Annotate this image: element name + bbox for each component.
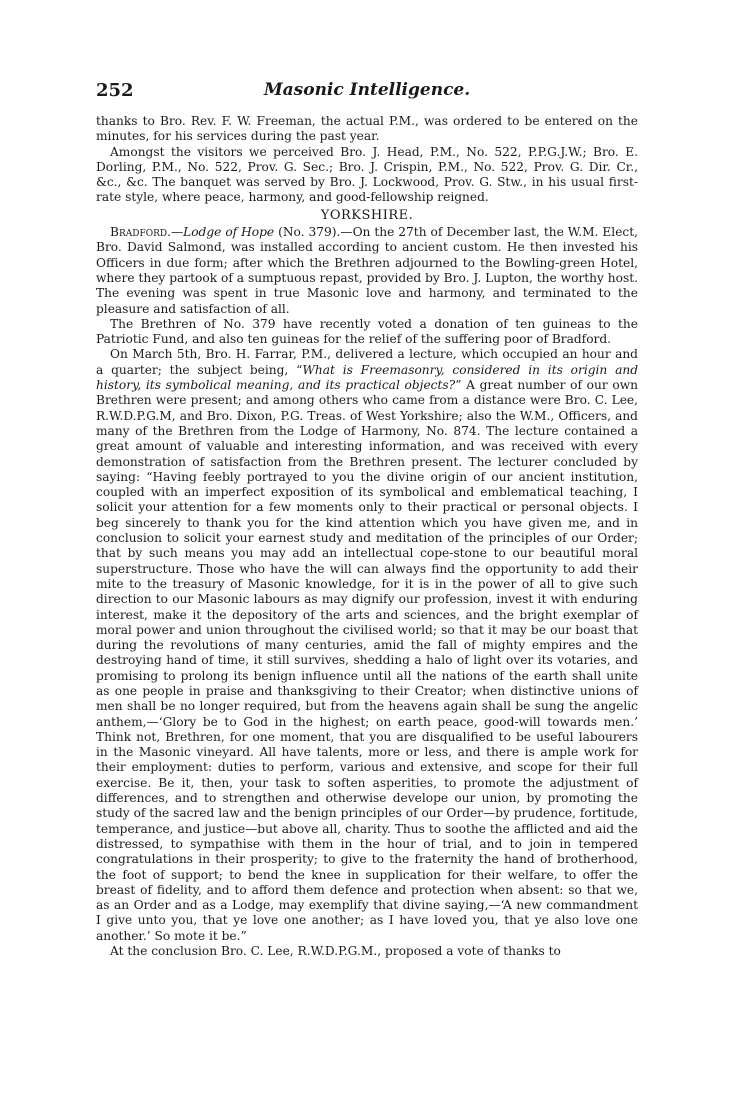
page-number: 252 — [96, 80, 134, 101]
place-name: Bradford. — [110, 225, 171, 240]
paragraph-thanks: thanks to Bro. Rev. F. W. Freeman, the actual P.M., was ordered to be entered on the minutes, for his services during the past year. — [96, 114, 638, 144]
section-heading: YORKSHIRE. — [320, 207, 414, 223]
lecture-subject: What is Freemasonry, considered in its origin and history, its symbolical meaning, and its practical objects? — [96, 362, 639, 393]
body-text — [96, 114, 638, 959]
bradford-text: (No. 379).—On the 27th of December last, the W.M. Elect, Bro. David Salmond, was installed according to ancient custom. He then invested his Officers in due form; after which the Brethren adjourned to the Bowling-green Hotel, where they partook of a sumptuous repast, provided by Bro. J. Lupton, the worthy host. The evening was spent in true Masonic love and harmony, and terminated to the pleasure and satisfaction of all. — [96, 225, 638, 316]
paragraph-visitors: Amongst the visitors we perceived Bro. J. Head, P.M., No. 522, P.P.G.J.W.; Bro. E. Dorling, P.M., No. 522, Prov. G. Sec.; Bro. J. Crispin, P.M., No. 522, Prov. G. Dir. Cr., &c., &c. The banquet was served by Bro. J. Lockwood, Prov. G. Stw., in his usual first-rate style, where peace, harmony, and good-fellowship reigned. — [96, 144, 638, 205]
page-header — [96, 80, 638, 114]
paragraph-bradford — [96, 225, 638, 317]
lecture-text: ” A great number of our own Brethren were present; and among others who came from a distance were Bro. C. Lee, R.W.D.P.G.M, and Bro. Dixon, P.G. Treas. of West Yorkshire; also the W.M., Officers, and many of the Brethren from the Lodge of Harmony, No. 874. The lecture contained a great amount of valuable and interesting information, and was received with every demonstration of satisfaction from the Brethren present. The lecturer concluded by saying: “Having feebly portrayed to you the divine origin of our ancient institution, coupled with an imperfect exposition of its symbolical and emblematical teaching, I solicit your attention for a few moments only to their practical or personal objects. I beg sincerely to thank you for the kind attention which you have given me, and in conclusion to solicit your earnest study and meditation of the principles of our Order; that by such means you may add an intellectual cope-stone to our beautiful moral superstructure. Those who have the will can always find the opportunity to add their mite to the treasury of Masonic knowledge, for it is in the power of all to give such direction to our Masonic labours as may dignify our profession, invest it with enduring interest, make it the depository of the arts and sciences, and the bright exemplar of moral power and union throughout the civilised world; so that it may be our boast that during the revolutions of many centuries, amid the fall of mighty empires and the destroying hand of time, it still survives, shedding a halo of light over its votaries, and promising to prolong its benign influence until all the nations of the earth shall unite as one people in praise and thanksgiving to their Creator; when distinctive unions of men shall be no longer required, but from the heavens again shall be sung the angelic anthem,—‘Glory be to God in the highest; on earth peace, good-will towards men.’ Think not, Brethren, for one moment, that you are disqualified to be useful labourers in the Masonic vineyard. All have talents, more or less, and there is ample work for their employment: duties to perform, various and extensive, and scope for their full exercise. Be it, then, your task to soften asperities, to promote the adjustment of differences, and to strengthen and otherwise develope our union, by promoting the study of the sacred law and the benign principles of our Order—by prudence, fortitude, temperance, and justice—but above all, charity. Thus to soothe the afflicted and aid the distressed, to sympathise with them in the hour of trial, and to join in tempered congratulations in their prosperity; to give to the fraternity the hand of brotherhood, the foot of support; to bend the knee in supplication for their welfare, to offer the breast of fidelity, and to afford them defence and protection when absent: so that we, as an Order and as a Lodge, may exemplify that divine saying,—‘A new commandment I give unto you, that ye love one another; as I have loved you, that ye also love one another.’ So mote it be.” — [96, 378, 638, 943]
lodge-name: Lodge of Hope — [183, 225, 275, 240]
place-dash: — — [170, 225, 184, 240]
lecture-intro: On March 5th, Bro. H. Farrar, P.M., delivered a lecture, which occupied an hour and a quarter; the subject being, “ — [96, 347, 638, 377]
running-title: Masonic Intelligence. — [263, 80, 471, 100]
paragraph-donation: The Brethren of No. 379 have recently voted a donation of ten guineas to the Patriotic Fund, and also ten guineas for the relief of the suffering poor of Bradford. — [96, 316, 638, 347]
page-content — [96, 80, 638, 959]
paragraph-lecture — [96, 347, 638, 944]
paragraph-conclusion: At the conclusion Bro. C. Lee, R.W.D.P.G.M., proposed a vote of thanks to — [110, 944, 561, 959]
